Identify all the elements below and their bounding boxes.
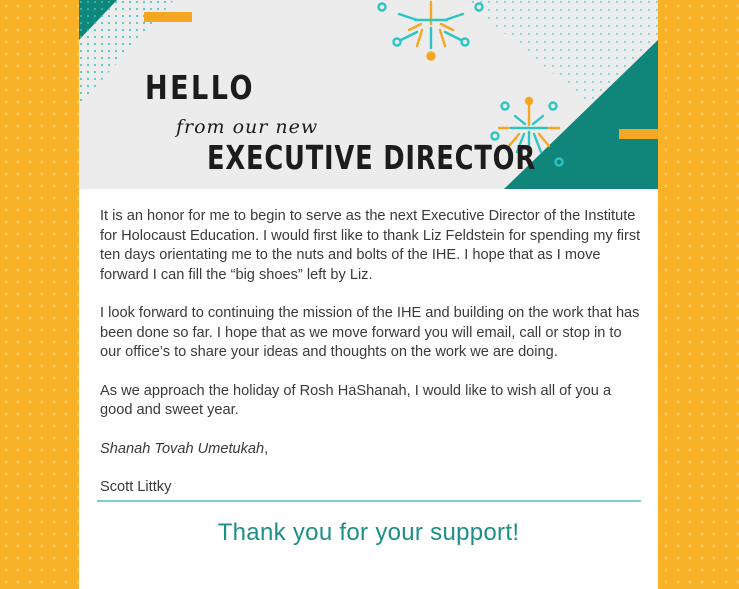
letter-paragraph-1: It is an honor for me to begin to serve as the next Executive Director of the Institute for Holocaust Education. I would first like to thank Liz Feldstein for spending my first ten days orientating me to the nuts and bolts of the IHE. I hope that as I move forward I can fill the “big shoes” left by Liz.	[100, 208, 641, 283]
section-divider	[97, 500, 641, 502]
orange-bar-top	[144, 12, 192, 22]
header-banner	[79, 0, 658, 189]
newsletter-card	[79, 0, 658, 589]
letter-body	[100, 207, 645, 517]
banner-hello: HELLO	[145, 68, 255, 107]
letter-paragraph-3: As we approach the holiday of Rosh HaShanah, I would like to wish all of you a good and sweet year.	[100, 382, 612, 418]
orange-bar-right	[619, 129, 658, 139]
letter-signature: Scott Littky	[100, 479, 172, 495]
banner-from-our-new: from our new	[176, 116, 319, 138]
closing-comma: ,	[264, 440, 269, 457]
thank-you-heading: Thank you for your support!	[217, 519, 520, 546]
burst-top-icon	[379, 2, 483, 60]
letter-paragraph-2: I look forward to continuing the mission of the IHE and building on the work that has been done so far. I hope that as we move forward you will email, call or stop in to our office’s to share your ideas and thoughts on the work we are doing.	[100, 305, 640, 360]
letter-closing	[100, 440, 645, 460]
closing-phrase: Shanah Tovah Umetukah	[100, 440, 265, 457]
banner-title: EXECUTIVE DIRECTOR	[207, 138, 536, 177]
